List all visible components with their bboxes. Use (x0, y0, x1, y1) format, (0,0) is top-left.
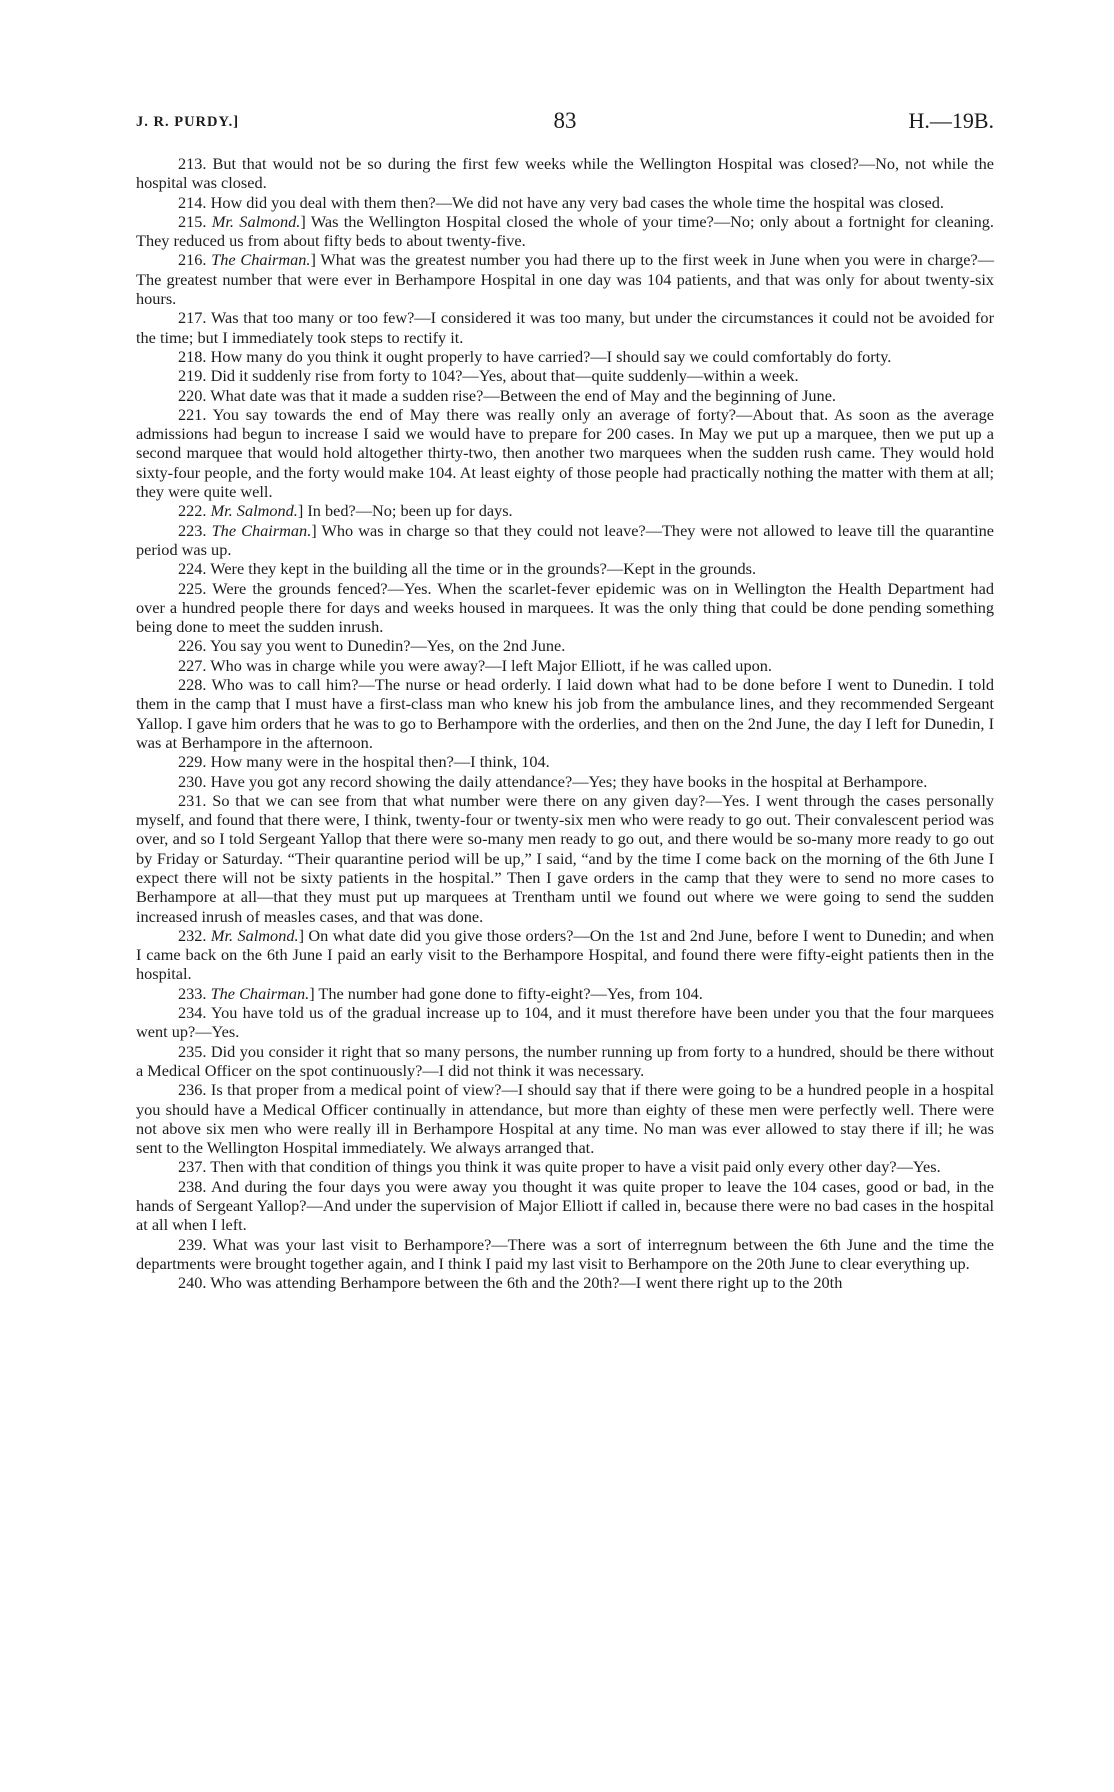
testimony-paragraph (136, 1080, 994, 1157)
question-number: 223. (178, 520, 207, 540)
testimony-paragraph (136, 386, 994, 405)
testimony-paragraph (136, 559, 994, 578)
paragraph-text: 214. How did you deal with them then?—We did not have any very bad cases the whole time the hospital was closed. (178, 192, 944, 212)
question-number: 232. (178, 925, 207, 945)
paragraph-text: ] In bed?—No; been up for days. (297, 501, 513, 521)
paragraph-text: ] On what date did you give those orders?—On the 1st and 2nd June, before I went to Dunedin; and when I came back on the 6th June I paid an early visit to the Berhampore Hospital, and found there were fifty-eight patients then in the hospital. (136, 925, 995, 984)
question-number: 216. (178, 250, 207, 270)
testimony-paragraph (136, 1235, 994, 1274)
paragraph-text: 231. So that we can see from that what number were there on any given day?—Yes. I went through the cases personally myself, and found that there were, I think, twenty-four or twenty-six men who were ready to go out. Their convalescent period was over, and so I told Sergeant Yallop that there were so-many men ready to go out, and there would be so-many more ready to go out by Friday or Saturday. “Their quarantine period will be up,” I said, “and by the time I come back on the morning of the 6th June I expect there will not be sixty patients in the hospital.” Then I gave orders in the camp that they were to send no more cases to Berhampore at all—that they must put up marquees at Trentham until we found out where we were going to send the sudden increased inrush of measles cases, and that was done. (136, 790, 994, 926)
testimony-paragraph (136, 1003, 994, 1042)
paragraph-text: 228. Who was to call him?—The nurse or head orderly. I laid down what had to be done before I went to Dunedin. I told them in the camp that I must have a first-class man who knew his job from the ambulance lines, and they recommended Sergeant Yallop. I gave him orders that he was to go to Berhampore with the orderlies, and then on the 2nd June, the day I left for Dunedin, I was at Berhampore in the afternoon. (136, 675, 994, 752)
testimony-paragraph (136, 752, 994, 771)
question-number: 233. (178, 983, 207, 1003)
testimony-paragraph (136, 212, 994, 251)
speaker-name: Mr. Salmond. (210, 501, 298, 521)
paragraph-text: 237. Then with that condition of things you think it was quite proper to have a visit paid only every other day?—Yes. (178, 1157, 941, 1177)
testimony-body (136, 154, 994, 1293)
testimony-paragraph (136, 1273, 994, 1292)
speaker-name: The Chairman. (211, 250, 311, 270)
paragraph-text: 238. And during the four days you were away you thought it was quite proper to leave the 104 cases, good or bad, in the hands of Sergeant Yallop?—And under the supervision of Major Elliott if called in, because there were no bad cases in the hospital at all when I left. (136, 1176, 994, 1235)
paragraph-text: 219. Did it suddenly rise from forty to 104?—Yes, about that—quite suddenly—within a week. (178, 366, 799, 386)
paragraph-text: 226. You say you went to Dunedin?—Yes, on the 2nd June. (178, 636, 566, 656)
paragraph-text: 239. What was your last visit to Berhampore?—There was a sort of interregnum between the 6th June and the time the departments were brought together again, and I think I paid my last visit to Berhampore on the 20th June to clear everything up. (136, 1234, 994, 1273)
testimony-paragraph (136, 308, 994, 347)
paragraph-text: ] Who was in charge so that they could not leave?—They were not allowed to leave till the quarantine period was up. (136, 520, 995, 559)
paragraph-text: 227. Who was in charge while you were away?—I left Major Elliott, if he was called upon. (178, 655, 772, 675)
witness-name: J. R. PURDY.] (136, 114, 240, 130)
paragraph-text: 220. What date was that it made a sudden rise?—Between the end of May and the beginning of June. (178, 385, 836, 405)
paragraph-text: 225. Were the grounds fenced?—Yes. When the scarlet-fever epidemic was on in Wellington the Health Department had over a hundred people there for days and weeks housed in marquees. It was the only thing that could be done pending something being done to meet the sudden inrush. (136, 578, 994, 637)
paragraph-text: 236. Is that proper from a medical point of view?—I should say that if there were going to be a hundred people in a hospital you should have a Medical Officer continually in attendance, but more than eighty of these men were perfectly well. There were not above six men who were really ill in Berhampore Hospital at any time. No man was ever allowed to stay there if ill; he was sent to the Wellington Hospital immediately. We always arranged that. (136, 1080, 994, 1158)
paragraph-text: 213. But that would not be so during the first few weeks while the Wellington Hospital was closed?—No, not while the hospital was closed. (136, 154, 994, 193)
page-header (136, 108, 994, 136)
testimony-paragraph (136, 1157, 994, 1176)
paragraph-text: 221. You say towards the end of May there was really only an average of forty?—About that. As soon as the average admissions had begun to increase I said we would have to prepare for 200 cases. In May we put up a marquee, then we put up a second marquee that would hold altogether thirty-two, then another two marquees when the sudden rush came. They would hold sixty-four people, and the forty would make 104. At least eighty of those people had practically nothing the matter with them at all; they were quite well. (136, 404, 994, 502)
paragraph-text: 230. Have you got any record showing the daily attendance?—Yes; they have books in the hospital at Berhampore. (178, 771, 928, 791)
question-number: 215. (178, 211, 207, 231)
testimony-paragraph (136, 772, 994, 791)
paragraph-text: 218. How many do you think it ought properly to have carried?—I should say we could comfortably do forty. (178, 346, 892, 366)
testimony-paragraph (136, 193, 994, 212)
testimony-paragraph (136, 501, 994, 520)
testimony-paragraph (136, 366, 994, 385)
question-number: 222. (178, 501, 207, 521)
testimony-paragraph (136, 791, 994, 926)
paragraph-text: ] Was the Wellington Hospital closed the whole of your time?—No; only about a fortnight for cleaning. They reduced us from about fifty beds to about twenty-five. (136, 211, 994, 251)
testimony-paragraph (136, 636, 994, 655)
testimony-paragraph (136, 405, 994, 501)
testimony-paragraph (136, 656, 994, 675)
testimony-paragraph (136, 1177, 994, 1235)
testimony-paragraph (136, 347, 994, 366)
testimony-paragraph (136, 926, 994, 984)
testimony-paragraph (136, 1042, 994, 1081)
testimony-paragraph (136, 675, 994, 752)
speaker-name: The Chairman. (211, 520, 312, 540)
testimony-paragraph (136, 579, 994, 637)
document-reference: H.—19B. (908, 108, 994, 133)
testimony-paragraph (136, 250, 994, 308)
paragraph-text: 224. Were they kept in the building all the time or in the grounds?—Kept in the grounds. (178, 559, 757, 579)
paragraph-text: 240. Who was attending Berhampore between the 6th and the 20th?—I went there right up to the 20th (178, 1273, 843, 1293)
speaker-name: Mr. Salmond. (210, 925, 299, 945)
speaker-name: Mr. Salmond. (211, 211, 301, 231)
paragraph-text: ] The number had gone done to fifty-eight?—Yes, from 104. (309, 983, 703, 1003)
page-number: 83 (553, 108, 577, 133)
document-page (136, 108, 994, 1293)
testimony-paragraph (136, 521, 994, 560)
paragraph-text: ] What was the greatest number you had there up to the first week in June when you were in charge?—The greatest number that were ever in Berhampore Hospital in one day was 104 patients, and that was only for about twenty-six hours. (136, 250, 994, 309)
testimony-paragraph (136, 984, 994, 1003)
speaker-name: The Chairman. (210, 983, 310, 1003)
paragraph-text: 234. You have told us of the gradual increase up to 104, and it must therefore have been under you that the four marquees went up?—Yes. (136, 1003, 994, 1042)
testimony-paragraph (136, 154, 994, 193)
paragraph-text: 235. Did you consider it right that so many persons, the number running up from forty to a hundred, should be there without a Medical Officer on the spot continuously?—I did not think it was necessary. (136, 1041, 994, 1080)
paragraph-text: 229. How many were in the hospital then?—I think, 104. (178, 752, 550, 772)
paragraph-text: 217. Was that too many or too few?—I considered it was too many, but under the circumstances it could not be avoided for the time; but I immediately took steps to rectify it. (136, 308, 994, 347)
